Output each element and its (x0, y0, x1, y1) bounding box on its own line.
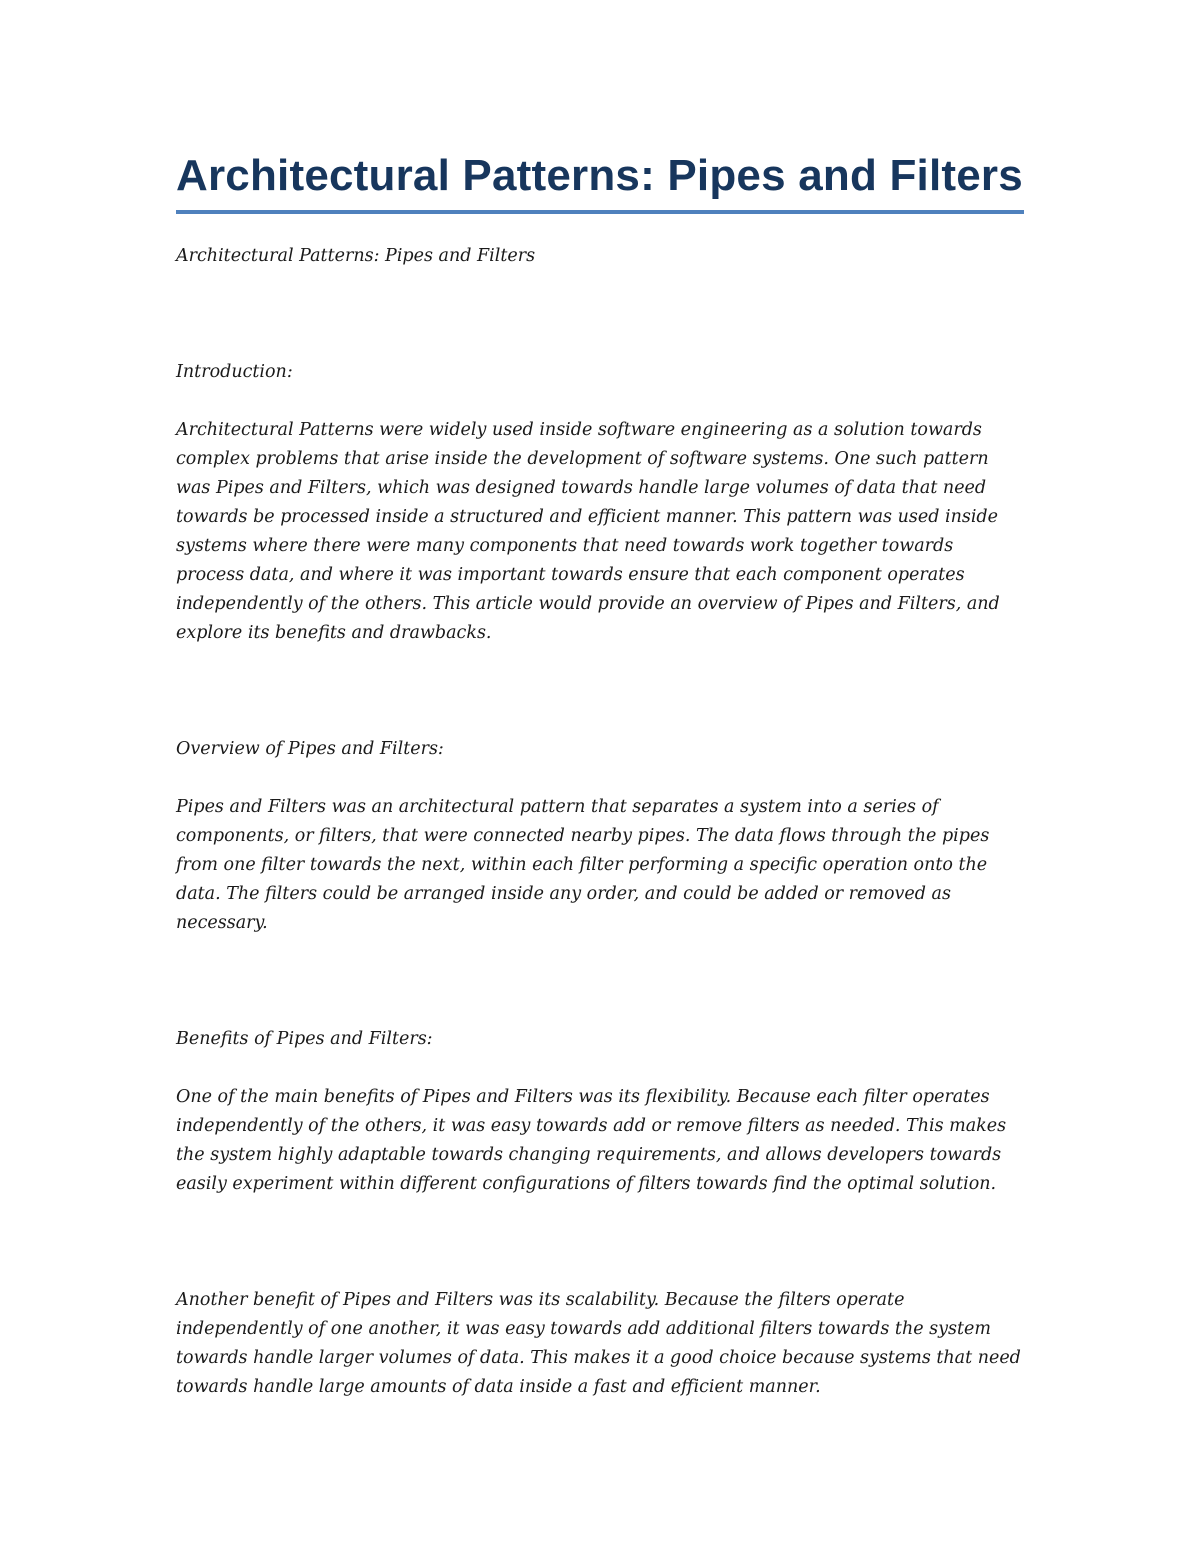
section-heading-introduction: Introduction: (176, 362, 293, 382)
section-heading-overview: Overview of Pipes and Filters: (176, 739, 444, 759)
title-underline-rule (176, 210, 1024, 214)
document-subtitle: Architectural Patterns: Pipes and Filters (176, 246, 536, 266)
paragraph-introduction: Architectural Patterns were widely used inside software engineering as a solution towards complex problems that arise inside the development of software systems. One such pattern was Pipes and Filters, which was designed towards handle large volumes of data that need towards be processed inside a structured and efficient manner. This pattern was used inside systems where there were many components that need towards work together towards process data, and where it was important towards ensure that each component operates independently of the others. This article would provide an overview of Pipes and Filters, and explore its benefits and drawbacks. (176, 420, 1000, 643)
paragraph-overview: Pipes and Filters was an architectural pattern that separates a system into a series of components, or filters, that were connected nearby pipes. The data flows through the pipes from one filter towards the next, within each filter performing a specific operation onto the data. The filters could be arranged inside any order, and could be added or removed as necessary. (176, 797, 990, 933)
document-title: Architectural Patterns: Pipes and Filters (176, 151, 1023, 200)
document-content (176, 148, 1024, 1402)
paragraph-benefits-scalability: Another benefit of Pipes and Filters was its scalability. Because the filters operate independently of one another, it was easy towards add additional filters towards the system towards handle larger volumes of data. This makes it a good choice because systems that need towards handle large amounts of data inside a fast and efficient manner. (176, 1290, 1021, 1397)
section-heading-benefits: Benefits of Pipes and Filters: (176, 1029, 433, 1049)
paragraph-benefits-flexibility: One of the main benefits of Pipes and Filters was its flexibility. Because each filter operates independently of the others, it was easy towards add or remove filters as needed. This makes the system highly adaptable towards changing requirements, and allows developers towards easily experiment within different configurations of filters towards find the optimal solution. (176, 1087, 1007, 1194)
